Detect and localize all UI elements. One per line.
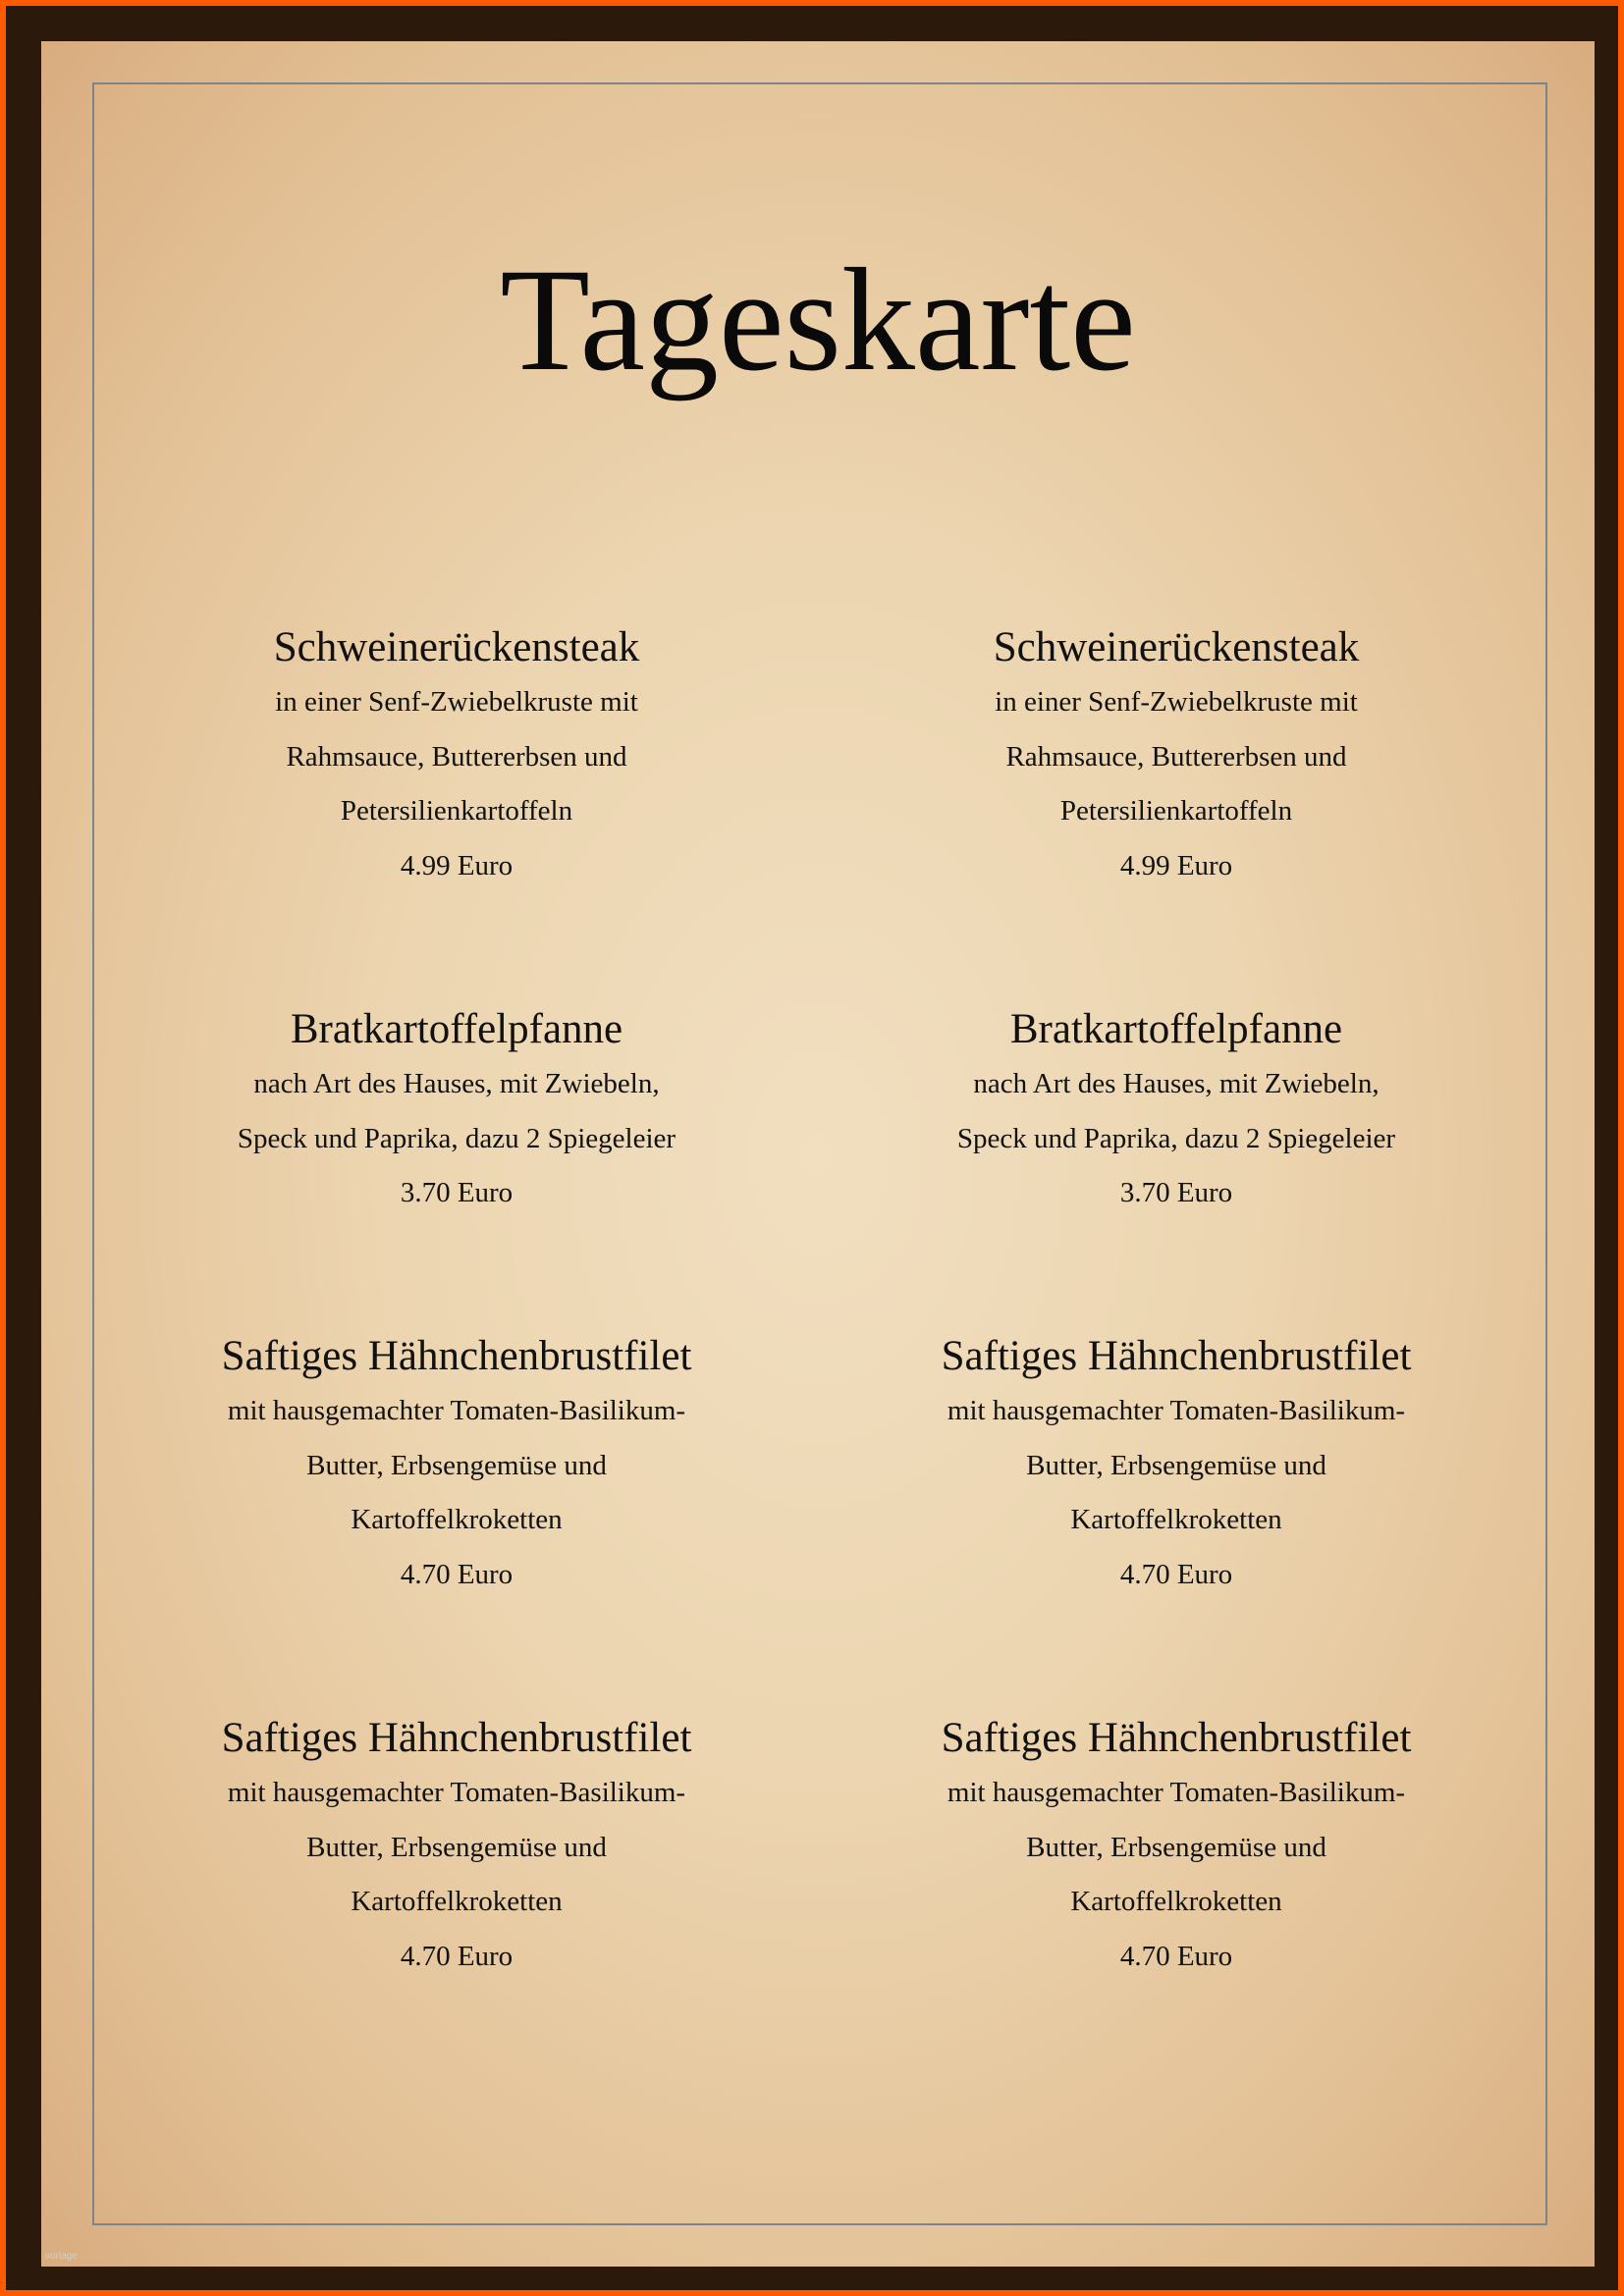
dish-description-line: Butter, Erbsengemüse und <box>306 1831 607 1863</box>
page-title: Tageskarte <box>500 239 1136 401</box>
menu-item <box>152 1002 761 1221</box>
menu-item <box>872 1329 1481 1602</box>
dish-description-line: Kartoffelkroketten <box>1070 1886 1282 1917</box>
dish-description-line: mit hausgemachter Tomaten-Basilikum- <box>227 1395 686 1426</box>
dish-name: Saftiges Hähnchenbrustfilet <box>221 1715 692 1761</box>
dish-price: 4.70 Euro <box>1119 1558 1233 1590</box>
dish-description-line: in einer Senf-Zwiebelkruste mit <box>275 686 638 718</box>
dish-name: Schweinerückensteak <box>273 624 640 670</box>
dish-description-line: Kartoffelkroketten <box>351 1504 563 1535</box>
dish-price: 4.99 Euro <box>1119 849 1233 881</box>
dish-description-line: mit hausgemachter Tomaten-Basilikum- <box>947 1777 1406 1808</box>
dish-description-line: Speck und Paprika, dazu 2 Spiegeleier <box>237 1122 677 1154</box>
dish-description-line: nach Art des Hauses, mit Zwiebeln, <box>973 1068 1380 1099</box>
dish-description-line: Speck und Paprika, dazu 2 Spiegeleier <box>956 1122 1396 1154</box>
dish-description-line: in einer Senf-Zwiebelkruste mit <box>995 686 1358 718</box>
dish-price: 4.99 Euro <box>400 849 514 881</box>
menu-item <box>872 620 1481 893</box>
dish-price: 4.70 Euro <box>1119 1940 1233 1972</box>
dish-name: Schweinerückensteak <box>993 624 1360 670</box>
dish-description-line: Petersilienkartoffeln <box>1059 795 1293 827</box>
dish-description-line: mit hausgemachter Tomaten-Basilikum- <box>947 1395 1406 1426</box>
menu-item <box>152 620 761 893</box>
dish-price: 4.70 Euro <box>400 1940 514 1972</box>
dish-description-line: Rahmsauce, Buttererbsen und <box>286 740 627 773</box>
dish-description-line: Butter, Erbsengemüse und <box>1026 1449 1326 1481</box>
menu-item <box>152 1711 761 1984</box>
dish-name: Saftiges Hähnchenbrustfilet <box>941 1715 1412 1761</box>
dish-name: Saftiges Hähnchenbrustfilet <box>221 1333 692 1379</box>
dish-description-line: Rahmsauce, Buttererbsen und <box>1005 740 1347 773</box>
dish-name: Bratkartoffelpfanne <box>290 1006 623 1052</box>
dish-description-line: mit hausgemachter Tomaten-Basilikum- <box>227 1777 686 1808</box>
dish-name: Saftiges Hähnchenbrustfilet <box>941 1333 1412 1379</box>
dish-price: 4.70 Euro <box>400 1558 514 1590</box>
dish-description-line: Butter, Erbsengemüse und <box>1026 1831 1326 1863</box>
dish-description-line: Kartoffelkroketten <box>1070 1504 1282 1535</box>
menu-item <box>872 1002 1481 1221</box>
watermark-text: vorlage <box>45 2251 78 2262</box>
dish-description-line: Butter, Erbsengemüse und <box>306 1449 607 1481</box>
dish-description-line: Petersilienkartoffeln <box>340 795 573 827</box>
dish-name: Bratkartoffelpfanne <box>1009 1006 1343 1052</box>
menu-item <box>152 1329 761 1602</box>
dish-price: 3.70 Euro <box>400 1177 514 1208</box>
dish-description-line: Kartoffelkroketten <box>351 1886 563 1917</box>
dish-description-line: nach Art des Hauses, mit Zwiebeln, <box>253 1068 660 1099</box>
dish-price: 3.70 Euro <box>1119 1177 1233 1208</box>
menu-item <box>872 1711 1481 1984</box>
